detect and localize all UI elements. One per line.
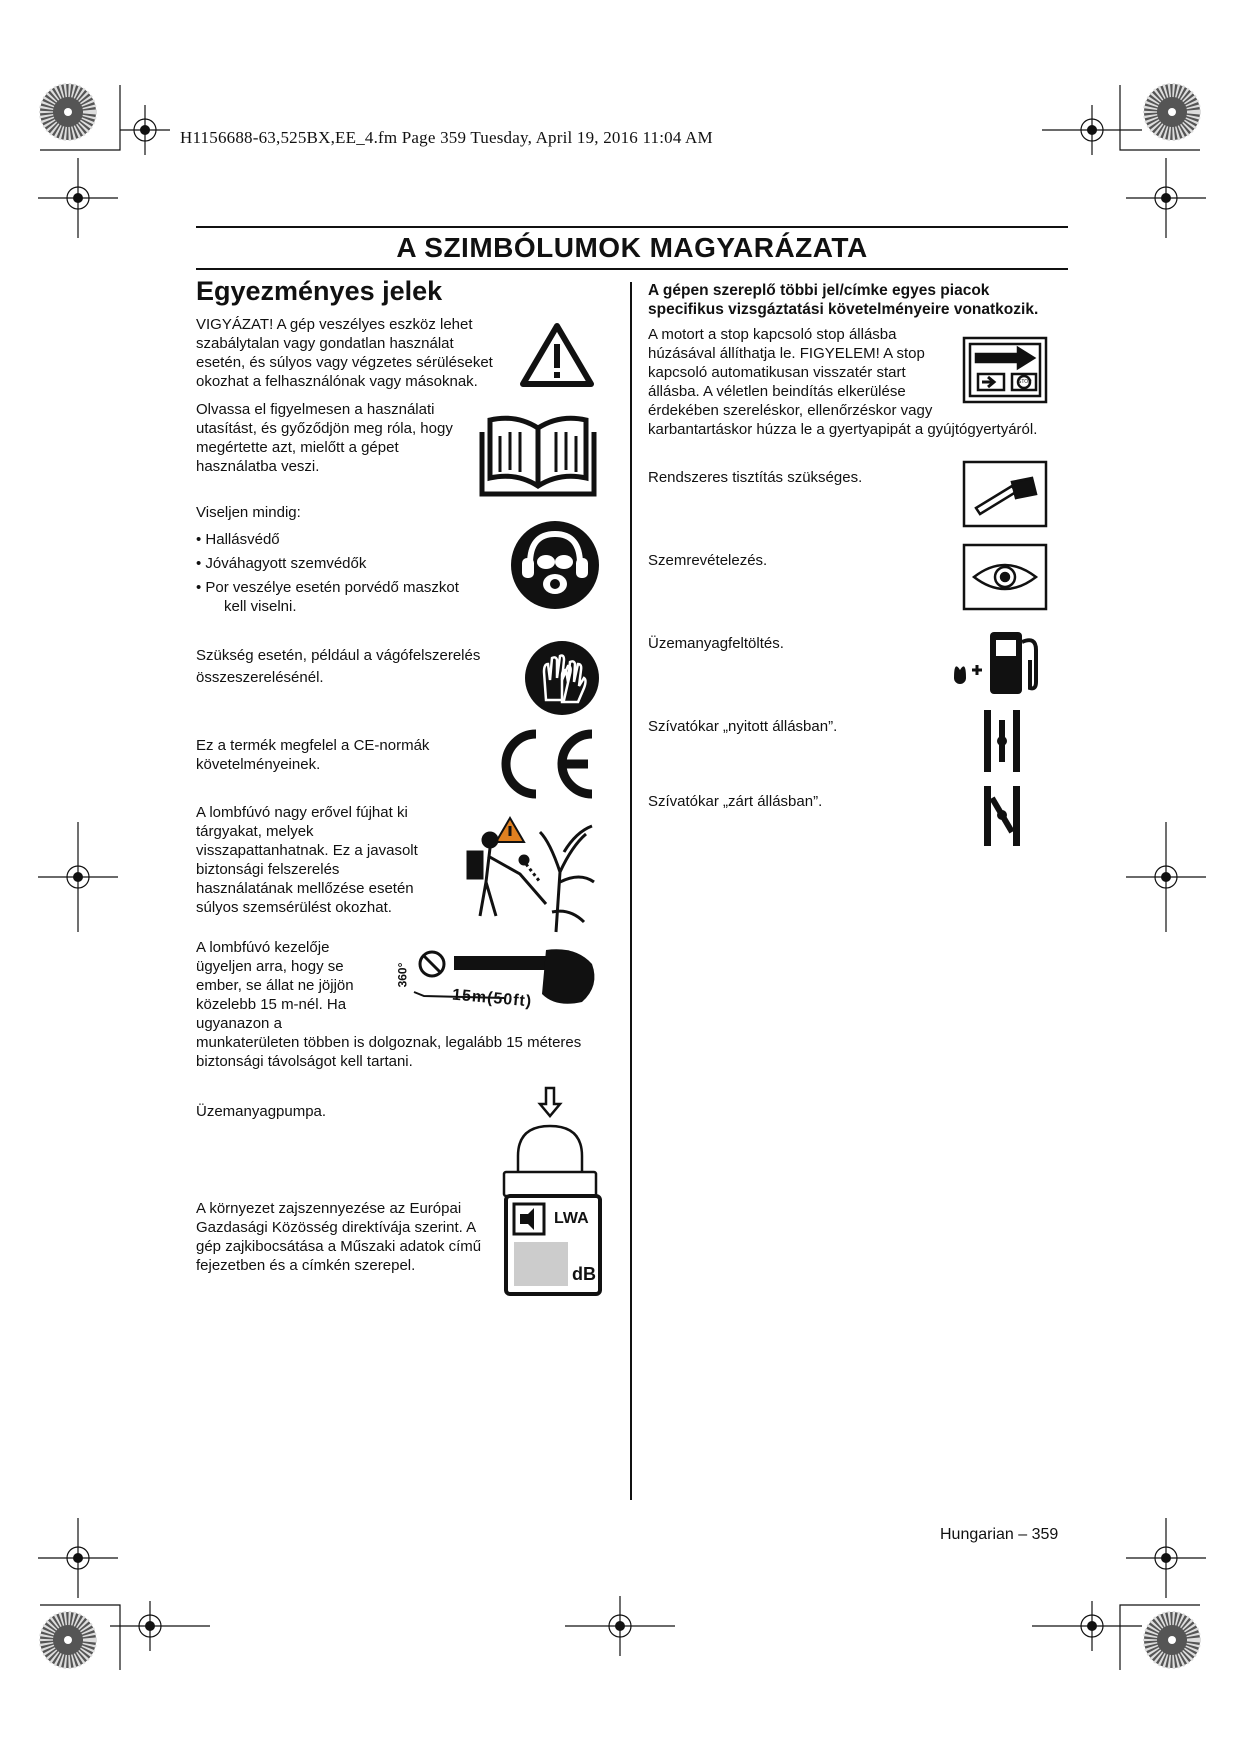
blower-force-text: A lombfúvó nagy erővel fújhat ki tárgyakat, melyek visszapattanhatnak. Ez a javasolt biztonsági felszerelés használatának mellőzése esetén súlyos szemsérülést okozhat. xyxy=(196,804,418,916)
stop-label: STOP xyxy=(1018,379,1032,385)
page-footer: Hungarian – 359 xyxy=(940,1526,1059,1543)
fuel-station-icon xyxy=(950,626,1054,698)
fuel-pump-text: Üzemanyagpumpa. xyxy=(196,1103,327,1120)
ce-text: Ez a termék megfelel a CE-normák követelményeinek. xyxy=(196,737,430,773)
distance-text: A lombfúvó kezelője ügyeljen arra, hogy se ember, se állat ne jöjjön közelebb 15 m-nél. Ha ugyanazon a munkaterületen többen is dolgoznak, legalább 15 méteres biztonsági távolságot kell tartani. xyxy=(196,939,582,1070)
protective-gear-icon xyxy=(510,520,600,610)
warning-text: VIGYÁZAT! A gép veszélyes eszköz lehet szabálytalan vagy gondatlan használat esetén, és súlyos vagy végzetes sérüléseket okozhat a felhasználónak vagy másoknak. xyxy=(196,316,493,390)
gloves-icon xyxy=(524,640,600,716)
right-heading: A gépen szereplő többi jel/címke egyes piacok specifikus vizsgáztatási követelményeire vonatkozik. xyxy=(648,282,1039,318)
gloves-text: Szükség esetén, például a vágófelszerelés összeszerelésénél. xyxy=(196,647,481,686)
choke-open-icon xyxy=(982,708,1022,774)
print-header: H1156688-63,525BX,EE_4.fm Page 359 Tuesday, April 19, 2016 11:04 AM xyxy=(180,128,713,147)
cleaning-text: Rendszeres tisztítás szükséges. xyxy=(648,469,863,486)
inspection-text: Szemrevételezés. xyxy=(648,552,768,569)
cleaning-brush-icon xyxy=(962,460,1048,528)
wear-text: Viseljen mindig: • Hallásvédő • Jóváhagyott szemvédők • Por veszélye esetén porvédő maszkot kell viselni. xyxy=(196,504,459,615)
ricochet-hazard-icon xyxy=(460,812,600,938)
choke-closed-text: Szívatókar „zárt állásban”. xyxy=(648,793,823,810)
title-rule-top xyxy=(196,226,1068,228)
section-heading: Egyezményes jelek xyxy=(196,276,443,306)
eye-inspection-icon xyxy=(962,543,1048,611)
distance-angle-label: 360° xyxy=(395,962,410,988)
open-book-icon xyxy=(476,410,600,498)
page-title: A SZIMBÓLUMOK MAGYARÁZATA xyxy=(396,232,868,263)
choke-closed-icon xyxy=(982,784,1022,848)
column-divider xyxy=(630,282,632,1500)
stop-switch-text: A motort a stop kapcsoló stop állásba húzásával állíthatja le. FIGYELEM! A stop kapcsoló automatikusan visszatér start állásba. A véletlen beindítás elkerülése érdekében szereléskor, ellenőrzéskor vagy karbantartáskor húzza le a gyertyapipát a gyújtógyertyáról. xyxy=(648,326,1038,438)
ce-mark-icon xyxy=(488,726,600,802)
title-rule-bottom xyxy=(196,268,1068,270)
distance-label: 15m(50ft) xyxy=(451,986,533,1011)
warning-triangle-icon xyxy=(520,322,595,388)
manual-text: Olvassa el figyelmesen a használati utasítást, és győződjön meg róla, hogy megértette azt, mielőtt a gépet használatba veszi. xyxy=(196,401,453,475)
noise-text: A környezet zajszennyezése az Európai Gazdasági Közösség direktívája szerint. A gép zajkibocsátása a Műszaki adatok című fejezetben és a címkén szerepel. xyxy=(196,1200,482,1274)
stop-switch-icon xyxy=(962,336,1048,404)
refuel-text: Üzemanyagfeltöltés. xyxy=(648,635,784,652)
choke-open-text: Szívatókar „nyitott állásban”. xyxy=(648,718,838,735)
noise-lwa-label: LWA xyxy=(554,1210,589,1227)
safety-distance-icon xyxy=(396,946,602,1016)
primer-bulb-icon xyxy=(500,1086,600,1202)
noise-db-label: dB xyxy=(572,1264,596,1284)
noise-level-icon xyxy=(504,1194,602,1296)
